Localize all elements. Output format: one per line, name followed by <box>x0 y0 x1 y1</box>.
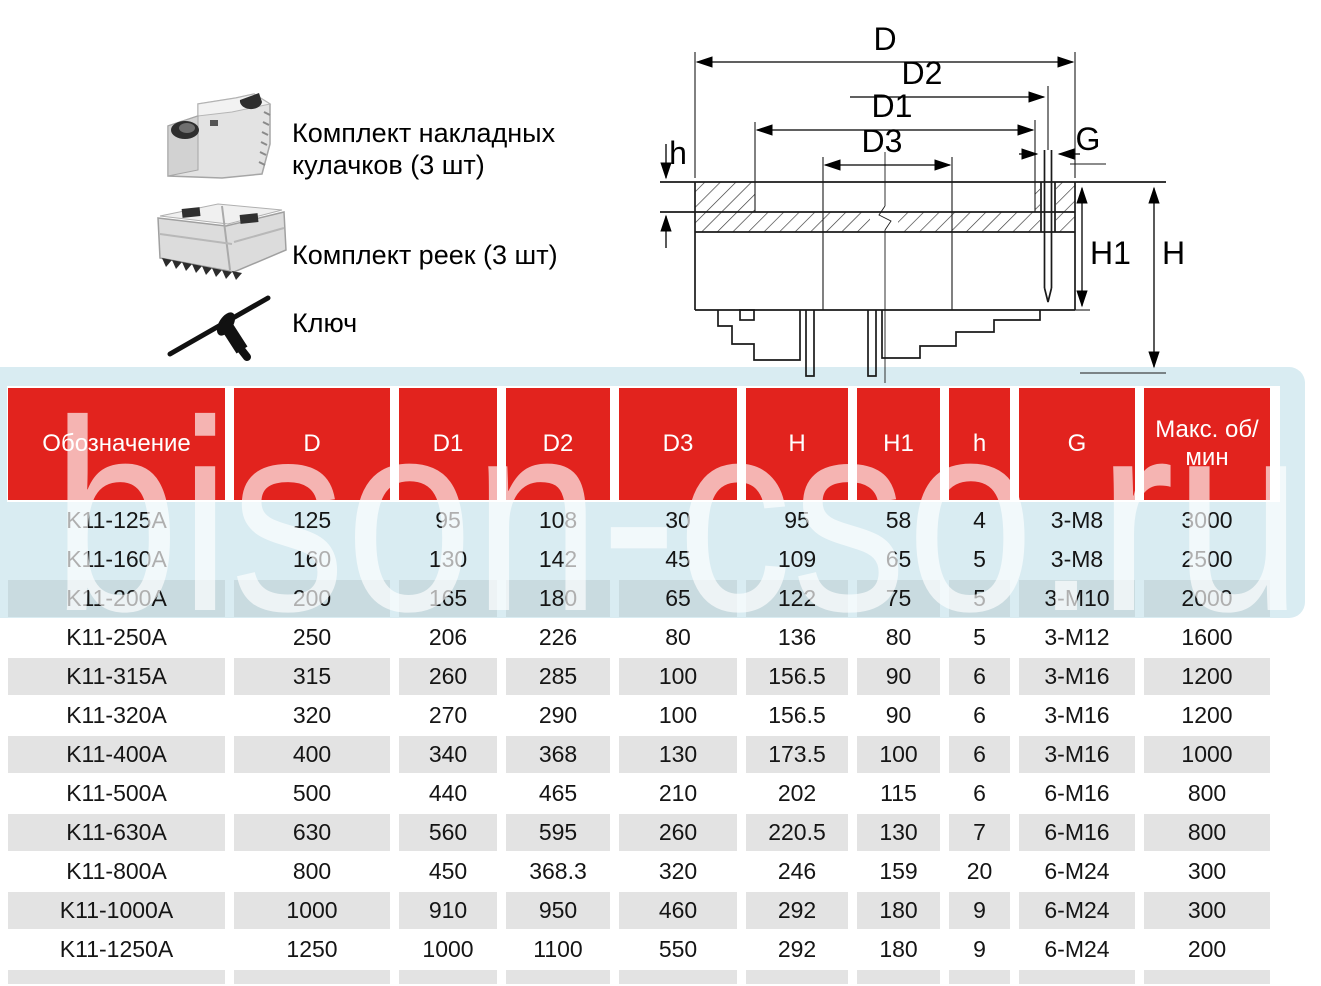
value-cell: 100 <box>619 697 737 734</box>
empty-cell <box>619 970 737 984</box>
value-cell: 260 <box>399 658 497 695</box>
column-header: H <box>746 388 848 500</box>
value-cell: 300 <box>1144 853 1270 890</box>
value-cell: 2500 <box>1181 546 1233 572</box>
value-cell: 246 <box>746 853 848 890</box>
model-cell: K11-320A <box>8 697 225 734</box>
value-cell: 210 <box>619 775 737 812</box>
dim-label-d2: D2 <box>901 55 943 91</box>
value-cell: 200 <box>1144 931 1270 968</box>
value-cell: 320 <box>619 853 737 890</box>
value-cell: 1000 <box>399 931 497 968</box>
value-cell: 3-M16 <box>1019 697 1135 734</box>
model-cell: K11-400A <box>8 736 225 773</box>
value-cell: 1200 <box>1144 658 1270 695</box>
column-header: D3 <box>619 388 737 500</box>
value-cell: 206 <box>399 619 497 656</box>
value-cell: 5 <box>949 619 1010 656</box>
value-cell: 100 <box>619 658 737 695</box>
partial-row <box>8 970 1270 984</box>
value-cell: 630 <box>234 814 390 851</box>
dim-label-g: G <box>1075 121 1101 157</box>
table-row <box>8 892 1270 929</box>
value-cell: 560 <box>399 814 497 851</box>
dim-label-h: h <box>669 135 687 171</box>
model-cell: K11-1000A <box>8 892 225 929</box>
value-cell: 595 <box>506 814 610 851</box>
value-cell: 20 <box>949 853 1010 890</box>
value-cell: 300 <box>1144 892 1270 929</box>
dim-label-d1: D1 <box>871 88 913 124</box>
value-cell: 220.5 <box>746 814 848 851</box>
value-cell: 290 <box>506 697 610 734</box>
dim-label-d3: D3 <box>861 123 903 159</box>
model-cell: K11-1250A <box>8 931 225 968</box>
value-cell: 95 <box>784 507 810 533</box>
value-cell: 1000 <box>234 892 390 929</box>
value-cell: 45 <box>665 546 691 572</box>
value-cell: 500 <box>234 775 390 812</box>
model-cell: K11-160A <box>66 546 167 572</box>
value-cell: 340 <box>399 736 497 773</box>
value-cell: 226 <box>506 619 610 656</box>
value-cell: 465 <box>506 775 610 812</box>
value-cell: 250 <box>234 619 390 656</box>
value-cell: 450 <box>399 853 497 890</box>
value-cell: 5 <box>973 546 986 572</box>
empty-cell <box>1144 970 1270 984</box>
value-cell: 1100 <box>506 931 610 968</box>
value-cell: 125 <box>292 507 332 533</box>
value-cell: 165 <box>399 580 497 617</box>
column-header: D <box>234 388 390 500</box>
value-cell: 460 <box>619 892 737 929</box>
value-cell: 136 <box>746 619 848 656</box>
value-cell: 550 <box>619 931 737 968</box>
value-cell: 6 <box>949 658 1010 695</box>
table-row <box>8 736 1270 773</box>
value-cell: 200 <box>234 580 390 617</box>
value-cell: 65 <box>885 546 912 572</box>
column-header: Макс. об/мин <box>1144 388 1270 500</box>
model-cell: K11-800A <box>8 853 225 890</box>
value-cell: 1200 <box>1144 697 1270 734</box>
legend-label-overlay-jaws: Комплект накладных кулачков (3 шт) <box>292 118 556 180</box>
value-cell: 7 <box>949 814 1010 851</box>
empty-cell <box>234 970 390 984</box>
value-cell: 9 <box>949 892 1010 929</box>
dim-label-h1: H1 <box>1090 235 1131 271</box>
empty-cell <box>8 970 225 984</box>
value-cell: 3-M8 <box>1050 507 1104 533</box>
value-cell: 3-M12 <box>1019 619 1135 656</box>
value-cell: 1000 <box>1144 736 1270 773</box>
value-cell: 75 <box>857 580 940 617</box>
value-cell: 180 <box>506 580 610 617</box>
value-cell: 285 <box>506 658 610 695</box>
value-cell: 1250 <box>234 931 390 968</box>
value-cell: 58 <box>885 507 912 533</box>
value-cell: 108 <box>538 507 578 533</box>
value-cell: 202 <box>746 775 848 812</box>
value-cell: 260 <box>619 814 737 851</box>
value-cell: 65 <box>619 580 737 617</box>
value-cell: 2000 <box>1144 580 1270 617</box>
value-cell: 5 <box>949 580 1010 617</box>
value-cell: 3-M10 <box>1019 580 1135 617</box>
empty-cell <box>746 970 848 984</box>
value-cell: 315 <box>234 658 390 695</box>
table-header-row <box>8 388 1270 500</box>
value-cell: 400 <box>234 736 390 773</box>
overlay-jaws-image <box>158 82 290 188</box>
value-cell: 180 <box>857 892 940 929</box>
value-cell: 3-M16 <box>1019 658 1135 695</box>
model-cell: K11-315A <box>8 658 225 695</box>
table-row <box>8 931 1270 968</box>
value-cell: 30 <box>665 507 691 533</box>
value-cell: 1600 <box>1144 619 1270 656</box>
value-cell: 122 <box>746 580 848 617</box>
column-header: H1 <box>857 388 940 500</box>
value-cell: 130 <box>619 736 737 773</box>
table-row <box>8 697 1270 734</box>
value-cell: 6-M16 <box>1019 814 1135 851</box>
value-cell: 142 <box>538 546 578 572</box>
value-cell: 115 <box>857 775 940 812</box>
value-cell: 95 <box>435 507 461 533</box>
legend-label-rack-jaws: Комплект реек (3 шт) <box>292 240 558 270</box>
model-cell: K11-125A <box>66 507 167 533</box>
value-cell: 3-M8 <box>1050 546 1104 572</box>
value-cell: 6-M24 <box>1019 931 1135 968</box>
value-cell: 368 <box>506 736 610 773</box>
value-cell: 90 <box>857 697 940 734</box>
value-cell: 440 <box>399 775 497 812</box>
value-cell: 173.5 <box>746 736 848 773</box>
chuck-key-image <box>158 282 288 366</box>
dim-label-h-total: H <box>1162 235 1186 271</box>
column-header: Обозначение <box>8 388 225 500</box>
value-cell: 80 <box>857 619 940 656</box>
value-cell: 180 <box>857 931 940 968</box>
value-cell: 6 <box>949 775 1010 812</box>
value-cell: 800 <box>234 853 390 890</box>
table-row <box>8 775 1270 812</box>
column-header: G <box>1019 388 1135 500</box>
model-cell: K11-250A <box>8 619 225 656</box>
empty-cell <box>949 970 1010 984</box>
value-cell: 100 <box>857 736 940 773</box>
value-cell: 80 <box>619 619 737 656</box>
empty-cell <box>1019 970 1135 984</box>
value-cell: 950 <box>506 892 610 929</box>
value-cell: 910 <box>399 892 497 929</box>
model-cell: K11-200A <box>8 580 225 617</box>
value-cell: 6-M24 <box>1019 853 1135 890</box>
column-header: D1 <box>399 388 497 500</box>
value-cell: 292 <box>746 892 848 929</box>
value-cell: 320 <box>234 697 390 734</box>
table-row <box>8 658 1270 695</box>
dim-label-d: D <box>873 21 897 57</box>
table-row <box>8 814 1270 851</box>
value-cell: 6-M24 <box>1019 892 1135 929</box>
model-cell: K11-630A <box>8 814 225 851</box>
value-cell: 292 <box>746 931 848 968</box>
column-header: h <box>949 388 1010 500</box>
value-cell: 800 <box>1144 775 1270 812</box>
value-cell: 90 <box>857 658 940 695</box>
value-cell: 9 <box>949 931 1010 968</box>
value-cell: 156.5 <box>746 658 848 695</box>
value-cell: 130 <box>857 814 940 851</box>
table-row <box>8 502 1270 539</box>
value-cell: 368.3 <box>506 853 610 890</box>
watermark-text: bison-cso.ru <box>52 364 1302 668</box>
value-cell: 3000 <box>1181 507 1233 533</box>
empty-cell <box>857 970 940 984</box>
spec-table <box>0 386 1279 986</box>
value-cell: 270 <box>399 697 497 734</box>
column-header: D2 <box>506 388 610 500</box>
value-cell: 6 <box>949 736 1010 773</box>
model-cell: K11-500A <box>8 775 225 812</box>
table-row <box>8 580 1270 617</box>
value-cell: 3-M16 <box>1019 736 1135 773</box>
table-row <box>8 853 1270 890</box>
chuck-section-drawing <box>620 2 1290 386</box>
value-cell: 6-M16 <box>1019 775 1135 812</box>
value-cell: 109 <box>777 546 817 572</box>
value-cell: 6 <box>949 697 1010 734</box>
empty-cell <box>399 970 497 984</box>
value-cell: 156.5 <box>746 697 848 734</box>
value-cell: 800 <box>1144 814 1270 851</box>
legend-label-key: Ключ <box>292 308 358 338</box>
value-cell: 160 <box>292 546 332 572</box>
value-cell: 130 <box>428 546 468 572</box>
value-cell: 4 <box>973 507 986 533</box>
table-row <box>8 541 1270 578</box>
empty-cell <box>506 970 610 984</box>
table-row <box>8 619 1270 656</box>
value-cell: 159 <box>857 853 940 890</box>
